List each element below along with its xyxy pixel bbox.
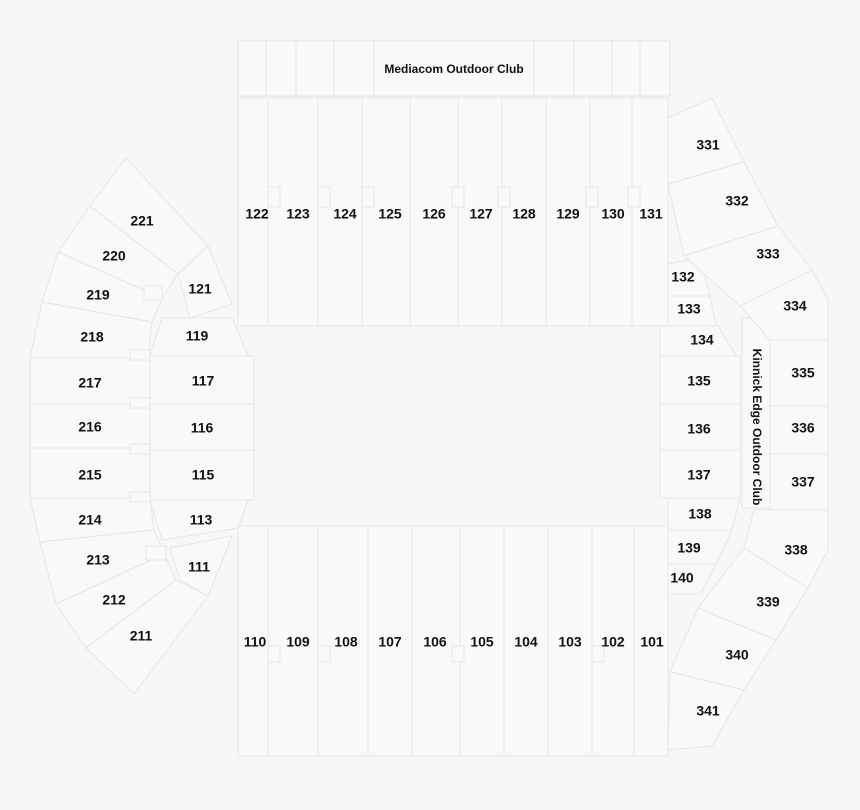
kinnick-edge-outdoor-club-label: Kinnick Edge Outdoor Club: [749, 348, 764, 506]
section-110-label[interactable]: 110: [243, 633, 267, 650]
section-337-label[interactable]: 337: [791, 473, 815, 490]
section-115-label[interactable]: 115: [191, 466, 215, 483]
section-106-label[interactable]: 106: [423, 633, 447, 650]
section-338-label[interactable]: 338: [784, 541, 808, 558]
section-129-label[interactable]: 129: [556, 205, 580, 222]
section-212-label[interactable]: 212: [102, 591, 126, 608]
section-216-label[interactable]: 216: [78, 418, 102, 435]
section-221-label[interactable]: 221: [130, 212, 154, 229]
section-214-label[interactable]: 214: [78, 511, 102, 528]
section-127-label[interactable]: 127: [469, 205, 493, 222]
section-336-label[interactable]: 336: [791, 419, 815, 436]
section-132-label[interactable]: 132: [671, 268, 695, 285]
section-334-label[interactable]: 334: [783, 297, 807, 314]
section-219-label[interactable]: 219: [86, 286, 110, 303]
section-133-label[interactable]: 133: [677, 300, 701, 317]
section-211-label[interactable]: 211: [129, 627, 153, 644]
section-116-label[interactable]: 116: [190, 419, 214, 436]
section-105-label[interactable]: 105: [470, 633, 494, 650]
section-341-label[interactable]: 341: [696, 702, 720, 719]
section-107-label[interactable]: 107: [378, 633, 402, 650]
section-119-label[interactable]: 119: [185, 327, 209, 344]
section-218-label[interactable]: 218: [80, 328, 104, 345]
section-102-label[interactable]: 102: [601, 633, 625, 650]
section-333-label[interactable]: 333: [756, 245, 780, 262]
section-124-label[interactable]: 124: [333, 205, 357, 222]
section-332-label[interactable]: 332: [725, 192, 749, 209]
section-121-label[interactable]: 121: [188, 280, 212, 297]
section-126-label[interactable]: 126: [422, 205, 446, 222]
section-331-label[interactable]: 331: [696, 136, 720, 153]
section-215-label[interactable]: 215: [78, 466, 102, 483]
section-103-label[interactable]: 103: [558, 633, 582, 650]
section-131-label[interactable]: 131: [639, 205, 663, 222]
section-217-label[interactable]: 217: [78, 374, 102, 391]
section-135-label[interactable]: 135: [687, 372, 711, 389]
section-139-label[interactable]: 139: [677, 539, 701, 556]
section-220-label[interactable]: 220: [102, 247, 126, 264]
section-101-label[interactable]: 101: [640, 633, 664, 650]
section-108-label[interactable]: 108: [334, 633, 358, 650]
section-130-label[interactable]: 130: [601, 205, 625, 222]
section-137-label[interactable]: 137: [687, 466, 711, 483]
section-140-label[interactable]: 140: [670, 569, 694, 586]
section-128-label[interactable]: 128: [512, 205, 536, 222]
section-117-label[interactable]: 117: [191, 372, 215, 389]
section-113-label[interactable]: 113: [189, 511, 213, 528]
section-340-label[interactable]: 340: [725, 646, 749, 663]
section-134-label[interactable]: 134: [690, 331, 714, 348]
section-213-label[interactable]: 213: [86, 551, 110, 568]
section-339-label[interactable]: 339: [756, 593, 780, 610]
section-123-label[interactable]: 123: [286, 205, 310, 222]
section-125-label[interactable]: 125: [378, 205, 402, 222]
section-335-label[interactable]: 335: [791, 364, 815, 381]
section-122-label[interactable]: 122: [245, 205, 269, 222]
section-136-label[interactable]: 136: [687, 420, 711, 437]
section-138-label[interactable]: 138: [688, 505, 712, 522]
mediacom-outdoor-club-label: Mediacom Outdoor Club: [384, 62, 524, 77]
section-109-label[interactable]: 109: [286, 633, 310, 650]
section-111-label[interactable]: 111: [188, 558, 210, 575]
section-104-label[interactable]: 104: [514, 633, 538, 650]
